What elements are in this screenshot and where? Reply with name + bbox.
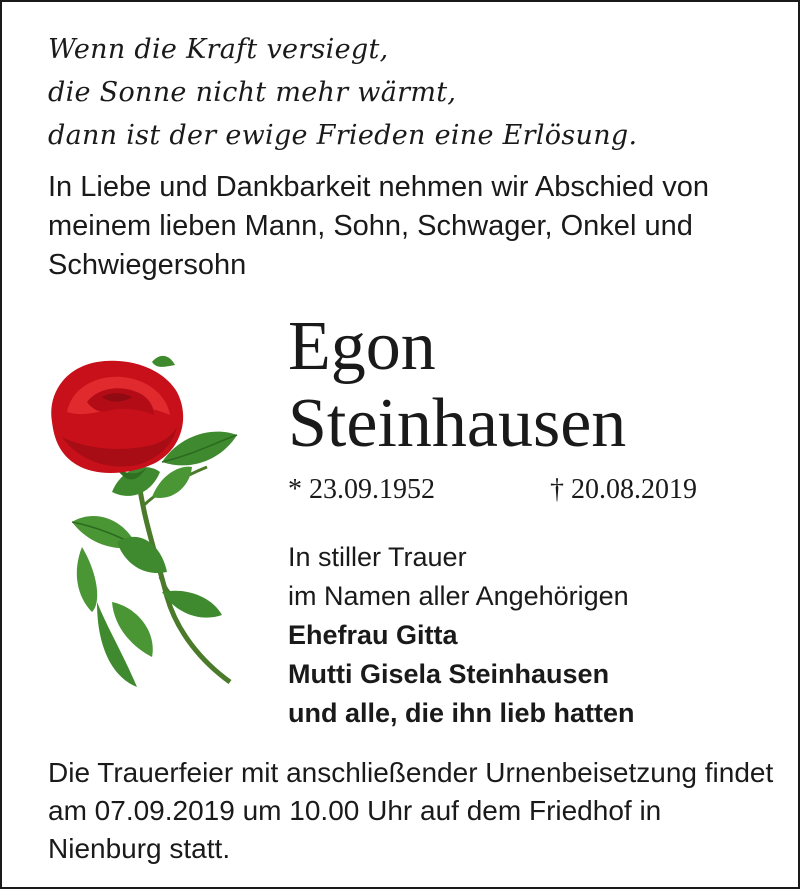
death-date: † 20.08.2019 [550, 474, 697, 505]
poem-line: dann ist der ewige Frieden eine Erlösung. [48, 120, 638, 151]
first-name: Egon [288, 308, 436, 385]
poem [48, 28, 637, 157]
last-name: Steinhausen [288, 385, 627, 462]
mourning-line: im Namen aller Angehörigen [288, 581, 629, 611]
family-member: Mutti Gisela Steinhausen [288, 659, 610, 689]
family-member: Ehefrau Gitta [288, 620, 458, 650]
mourning-line: In stiller Trauer [288, 542, 467, 572]
deceased-name [288, 308, 626, 462]
life-dates [288, 474, 738, 510]
poem-line: Wenn die Kraft versiegt, [48, 34, 389, 65]
family-member: und alle, die ihn lieb hatten [288, 698, 635, 728]
funeral-details: Die Trauerfeier mit anschließender Urnenbeisetzung findet am 07.09.2019 um 10.00 Uhr auf dem Friedhof in Nienburg statt. [48, 757, 774, 864]
red-rose-icon [42, 347, 247, 702]
mourners [288, 538, 635, 733]
birth-date: * 23.09.1952 [288, 474, 435, 505]
intro-text: In Liebe und Dankbarkeit nehmen wir Abschied von meinem lieben Mann, Sohn, Schwager, Onkel und Schwiegersohn [48, 171, 709, 281]
poem-line: die Sonne nicht mehr wärmt, [48, 77, 457, 108]
